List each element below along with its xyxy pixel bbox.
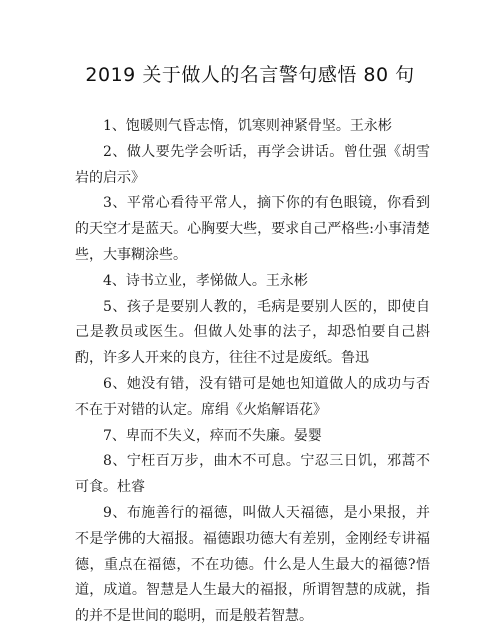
- quote-paragraph: 5、孩子是要别人教的，毛病是要别人医的，即使自己是教员或医生。但做人处事的法子，却恐怕要自己斟酌，许多人开来的良方，往往不过是废纸。鲁迅: [75, 298, 430, 367]
- quote-paragraph: 4、诗书立业，孝悌做人。王永彬: [103, 272, 308, 289]
- quote-paragraph: 7、卑而不失义，瘁而不失廉。晏婴: [103, 427, 322, 444]
- document-title: 2019 关于做人的名言警句感悟 80 句: [85, 64, 415, 86]
- quote-paragraph: 9、布施善行的福德，叫做人天福德，是小果报，并不是学佛的大福报。福德跟功德大有差别，金刚经专讲福德，重点在福德，不在功德。什么是人生最大的福德?悟道，成道。智慧是人生最大的福报，所谓智慧的成就，指的并不是世间的聪明，而是般若智慧。: [75, 504, 430, 625]
- quote-paragraph: 3、平常心看待平常人，摘下你的有色眼镜，你看到的天空才是蓝天。心胸要大些，要求自己严格些:小事清楚些，大事糊涂些。: [75, 195, 430, 263]
- quote-paragraph: 1、饱暖则气昏志惰，饥寒则神紧骨坚。王永彬: [103, 118, 392, 134]
- quote-paragraph: 2、做人要先学会听话，再学会讲话。曾仕强《胡雪岩的启示》: [75, 143, 430, 186]
- quote-paragraph: 6、她没有错，没有错可是她也知道做人的成功与否不在于对错的认定。席绢《火焰解语花》: [75, 375, 430, 418]
- document-body: [75, 114, 430, 630]
- quote-paragraph: 8、宁枉百万步，曲木不可息。宁忍三日饥，邪蒿不可食。杜睿: [75, 453, 430, 496]
